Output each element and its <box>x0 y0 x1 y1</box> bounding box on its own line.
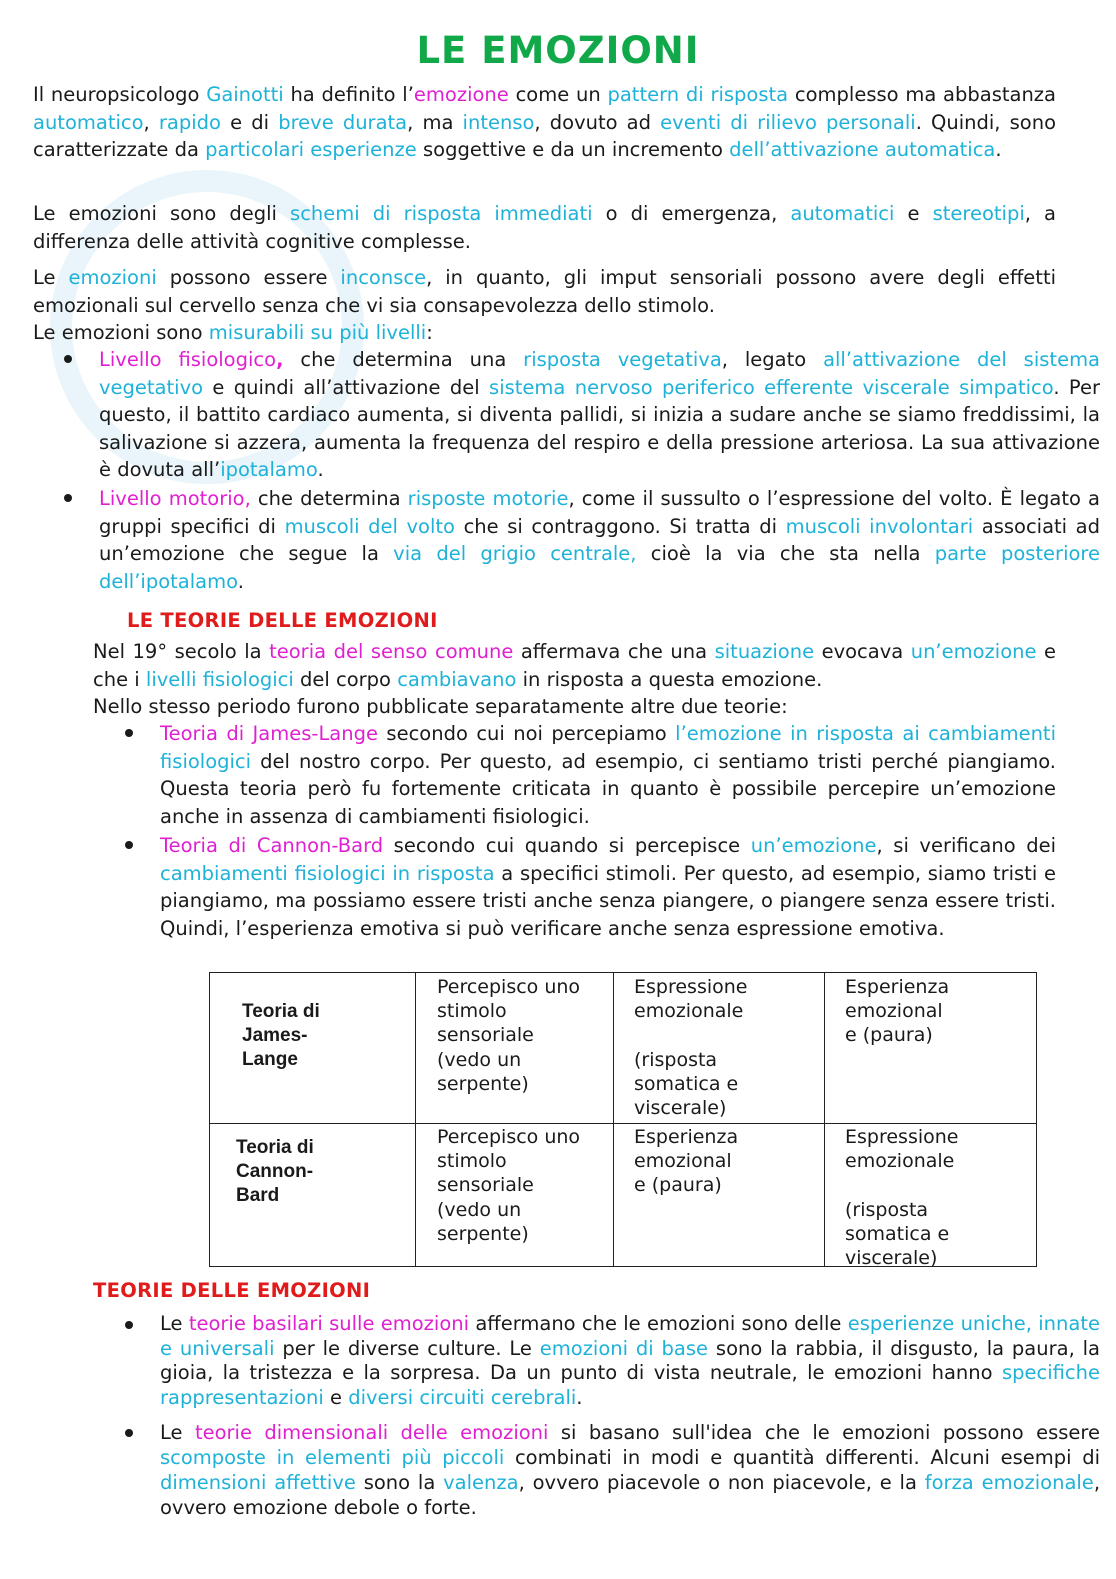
list-item-james-lange: Teoria di James-Lange secondo cui noi percepiamo l’emozione in risposta ai cambiamenti fisiologici del nostro corpo. Per questo, ad esempio, ci sentiamo tristi perché piangiamo. Questa teoria però fu fortemente criticata in quanto è possibile percepire un’emozione anche in assenza di cambiamenti fisiologici. <box>160 722 1056 828</box>
section-heading-emotion-theories: TEORIE DELLE EMOZIONI <box>93 1279 371 1302</box>
label-james-lange: Teoria di James- Lange <box>242 1001 320 1070</box>
table-cell <box>614 1124 825 1267</box>
list-item-motor-level: Livello motorio, che determina risposte motorie, come il sussulto o l’espressione del volto. È legato a gruppi specifici di muscoli del volto che si contraggono. Si tratta di muscoli involontari associati ad un’emozione che segue la via del grigio centrale, cioè la via che sta nella parte posteriore dell’ipotalamo. <box>99 487 1101 593</box>
table-row <box>210 1124 1037 1267</box>
bullet-dot <box>64 355 72 363</box>
table-cell-label <box>210 1124 416 1267</box>
bullet-dot <box>64 494 72 502</box>
list-item-cannon-bard: Teoria di Cannon-Bard secondo cui quando si percepisce un’emozione, si verificano dei cambiamenti fisiologici in risposta a specifici stimoli. Per questo, ad esempio, siamo tristi e piangiamo, ma possiamo essere tristi anche senza piangere, o piangere senza essere tristi. Quindi, l’esperienza emotiva si può verificare anche senza espressione emotiva. <box>160 834 1056 940</box>
page-title: LE EMOZIONI <box>416 29 700 72</box>
section1-paragraph-2: Nello stesso periodo furono pubblicate separatamente altre due teorie: <box>93 695 788 718</box>
cell-experience: Esperienza emozional e (paura) <box>845 976 950 1047</box>
table-row <box>210 973 1037 1124</box>
label-cannon-bard: Teoria di Cannon- Bard <box>236 1137 314 1206</box>
bullet-dot <box>125 1429 133 1437</box>
bullet-dot <box>125 729 133 737</box>
bullet-dot <box>125 841 133 849</box>
list-item-dimensional-theories: Le teorie dimensionali delle emozioni si basano sull'idea che le emozioni possono essere scomposte in elementi più piccoli combinati in modi e quantità differenti. Alcuni esempi di dimensioni affettive sono la valenza, ovvero piacevole o non piacevole, e la forza emozionale, ovvero emozione debole o forte. <box>160 1421 1101 1519</box>
list-item-basic-theories: Le teorie basilari sulle emozioni affermano che le emozioni sono delle esperienze uniche, innate e universali per le diverse culture. Le emozioni di base sono la rabbia, il disgusto, la paura, la gioia, la tristezza e la sorpresa. Da un punto di vista neutrale, le emozioni hanno specifiche rappresentazioni e diversi circuiti cerebrali. <box>160 1312 1100 1409</box>
table-cell <box>416 973 614 1124</box>
list-item-physiological-level: Livello fisiologico, che determina una risposta vegetativa, legato all’attivazione del sistema vegetativo e quindi all’attivazione del sistema nervoso periferico efferente viscerale simpatico. Per questo, il battito cardiaco aumenta, si diventa pallidi, si inizia a sudare anche se siamo freddissimi, la salivazione si azzera, aumenta la frequenza del respiro e della pressione arteriosa. La sua attivazione è dovuta all’ipotalamo. <box>99 348 1101 482</box>
cell-stimulus: Percepisco uno stimolo sensoriale (vedo un serpente) <box>437 976 581 1095</box>
table-cell <box>416 1124 614 1267</box>
intro-paragraph-2: Le emozioni sono degli schemi di risposta immediati o di emergenza, automatici e stereotipi, a differenza delle attività cognitive complesse. <box>33 202 1056 253</box>
table-cell-label <box>210 973 416 1124</box>
intro-paragraph-4: Le emozioni sono misurabili su più livelli: <box>33 321 433 344</box>
intro-paragraph-1: Il neuropsicologo Gainotti ha definito l’emozione come un pattern di risposta complesso ma abbastanza automatico, rapido e di breve durata, ma intenso, dovuto ad eventi di rilievo personali. Quindi, sono caratterizzate da particolari esperienze soggettive e da un incremento dell’attivazione automatica. <box>33 83 1057 162</box>
table-cell <box>614 973 825 1124</box>
intro-paragraph-3: Le emozioni possono essere inconsce, in quanto, gli imput sensoriali possono avere degli effetti emozionali sul cervello senza che vi sia consapevolezza dello stimolo. <box>33 266 1057 317</box>
bullet-dot <box>125 1321 133 1329</box>
cell-experience: Esperienza emozional e (paura) <box>634 1126 739 1197</box>
theories-comparison-table <box>209 972 1037 1270</box>
table-cell <box>825 973 1037 1124</box>
section-heading-theories: LE TEORIE DELLE EMOZIONI <box>127 609 438 632</box>
cell-stimulus: Percepisco uno stimolo sensoriale (vedo un serpente) <box>437 1126 581 1245</box>
table-cell <box>825 1124 1037 1270</box>
cell-expression: Espressione emozionale (risposta somatica e viscerale) <box>845 1126 959 1270</box>
cell-expression: Espressione emozionale (risposta somatica e viscerale) <box>634 976 748 1120</box>
section1-paragraph-1: Nel 19° secolo la teoria del senso comune affermava che una situazione evocava un’emozione e che i livelli fisiologici del corpo cambiavano in risposta a questa emozione. <box>93 640 1056 691</box>
